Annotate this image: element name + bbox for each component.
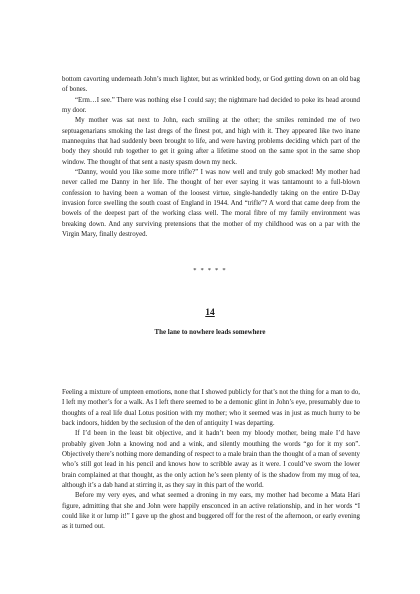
bottom-text-section	[62, 388, 360, 533]
chapter-number: 14	[205, 308, 215, 318]
paragraph-continuation: bottom cavorting underneath John’s much lighter, but as wrinkled body, or God getting down on an old bag of bones.	[62, 76, 360, 94]
paragraph-left-for-walk: Feeling a mixture of umpteen emotions, none that I showed publicly for that’s not the thing for a man to do, I left my mother’s for a walk. As I left there seemed to be a demonic glint in John’s eye, presumably due to thoughts of a real life dual Lotus position with my mother; who it seemed was in just as much hurry to be back indoors, hidden by the seclusion of the den of antiquity I was departing.	[62, 389, 360, 428]
paragraph-mother-smiles: My mother was sat next to John, each smiling at the other; the smiles reminded me of two septuagenarians smoking the last dregs of the finest pot, and high with it. They appeared like two inane mannequins that had suddenly been brought to life, and were having problems deciding which part of the body they should rub together to get it going after a lifetime stood on the same spot in the same shop window. The thought of that sent a nasty spasm down my neck.	[62, 117, 360, 166]
paragraph-mata-hari: Before my very eyes, and what seemed a droning in my ears, my mother had become a Mata Hari figure, admitting that she and John were happily ensconced in an active relationship, and in her words “I could like it or lump it!” I gave up the ghost and buggered off for the rest of the afternoon, or early evening as it turned out.	[62, 492, 360, 531]
top-text-section	[62, 75, 360, 241]
section-break-asterisks: * * * * *	[193, 267, 227, 274]
paragraph-objective: If I’d been in the least bit objective, and it hadn’t been my bloody mother, being male I’d have probably given John a knowing nod and a wink, and silently mouthing the words “go for it my son”. Objectively there’s nothing more demanding of respect to a male brain than the thought of a man of seventy who’s still got lead in his pencil and knows how to scribble away as it were. I could’ve sworn the lower brain complained at that thought, as the only action he’s seen plenty of is the shadow from my mug of tea, although it’s a dab hand at stirring it, as they say in this part of the world.	[62, 430, 360, 490]
paragraph-trifle: “Danny, would you like some more trifle?” I was now well and truly gob smacked! My mother had never called me Danny in her life. The thought of her ever saying it was tantamount to a full-blown confession to having been a woman of the loosest virtue, single-handedly taking on the entire D-Day invasion force swelling the south coast of England in 1944. And “trifle”? A word that came deep from the bowels of the deepest part of the working class well. The moral fibre of my family environment was breaking down. And any surviving pretensions that the mother of my childhood was on a par with the Virgin Mary, finally destroyed.	[62, 169, 360, 239]
chapter-title: The lane to nowhere leads somewhere	[154, 329, 266, 336]
paragraph-dialogue-erm: “Erm…I see.” There was nothing else I could say; the nightmare had decided to poke its head around my door.	[62, 96, 360, 115]
